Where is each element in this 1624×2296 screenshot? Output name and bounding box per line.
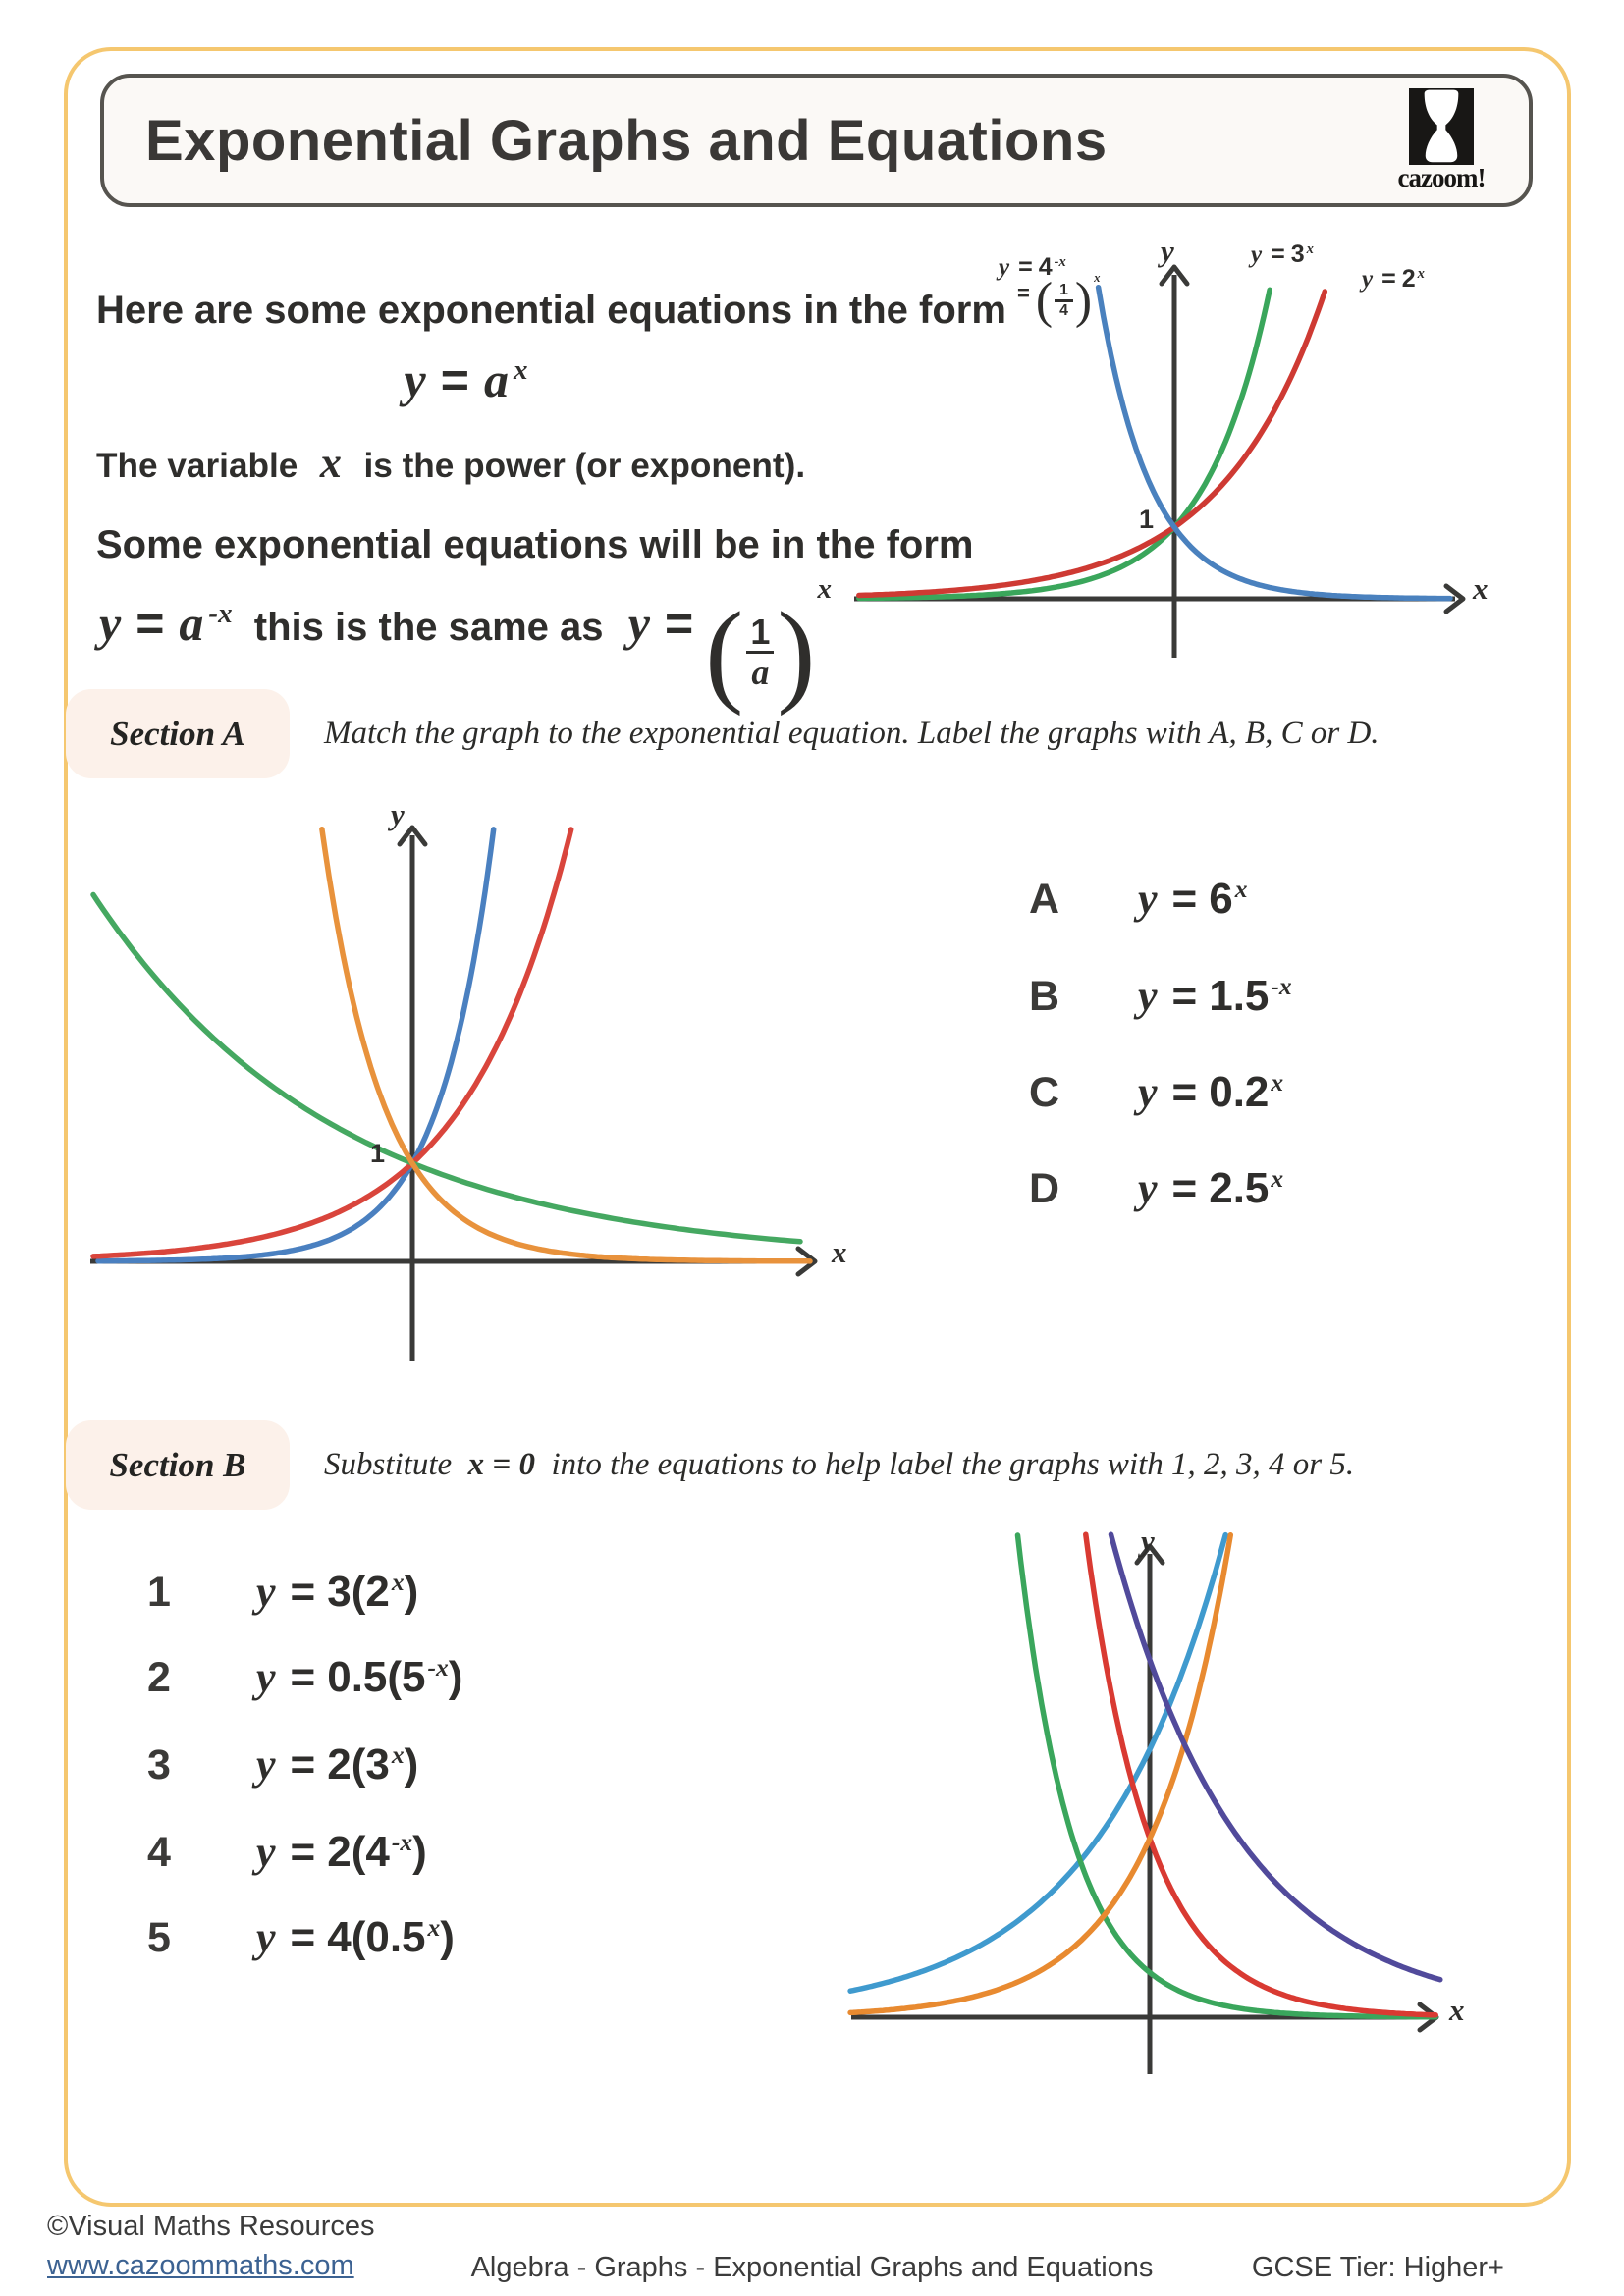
equation-row-a [1029,874,1247,924]
math-token: x [1271,1164,1284,1194]
math-token: y [1138,972,1158,1020]
section-a-label: Section A [110,714,245,753]
equation-key: C [1029,1069,1060,1116]
math-token: = [135,596,165,651]
math-token: ( [1035,273,1054,329]
math-token: 1 [370,1139,386,1168]
equation-row-1 [147,1567,418,1617]
math-token: = [290,1653,316,1701]
math-token: = [440,352,469,407]
math-token: = [1271,240,1285,268]
math-token: 4 [1038,253,1053,281]
x-axis-label [1449,1993,1465,2028]
equation-key: 3 [147,1741,171,1789]
math-token: ) [1074,273,1093,329]
math-token: y [1138,1164,1158,1212]
x-axis-label [832,1235,847,1270]
math-token: x [319,439,342,487]
math-token: ) [404,1740,419,1789]
math-token: y [256,1740,276,1789]
math-token: 3 [1290,240,1305,268]
math-token: y [999,254,1010,281]
equation-key: B [1029,973,1060,1020]
math-token: = [664,596,694,651]
equation-key: A [1029,876,1060,923]
intro-line-1: Here are some exponential equations in the form [96,289,1006,332]
math-token: = [1171,972,1198,1020]
equation-row-d [1029,1163,1283,1213]
equation-row-b [1029,971,1292,1021]
math-token: = [1017,281,1030,305]
equation-key: 2 [147,1654,171,1701]
section-b-graph [846,1520,1494,2109]
equation-math [1135,1163,1283,1213]
footer-website-link[interactable]: www.cazoommaths.com [47,2250,354,2281]
section-a-instruction: Match the graph to the exponential equation. Label the graphs with A, B, C or D. [324,716,1380,751]
math-token: ) [440,1913,455,1961]
math-token: x [832,1235,847,1269]
math-token: y [256,1568,276,1616]
math-token: $\frac{1}{4}$ [1055,283,1073,320]
math-token: 3(2 [327,1568,390,1616]
math-token: 6 [1209,875,1233,923]
math-token: x [1271,1068,1284,1097]
section-b-instruction [324,1420,1354,1510]
equation-key: 4 [147,1829,171,1876]
math-token: = [1381,265,1396,293]
unit-intercept-label [1139,505,1154,535]
equation-row-3 [147,1739,418,1789]
label-curve-4-neg-x [996,253,1066,282]
math-token: 2(4 [327,1828,390,1876]
math-token: 0.5(5 [327,1653,426,1701]
math-token: x [427,1913,441,1943]
y-axis-label [1161,234,1174,269]
equation-math [1135,874,1247,924]
math-token: a [483,352,509,407]
footer-tier: GCSE Tier: Higher+ [1251,2252,1504,2283]
equation-math [253,1567,418,1617]
intro-line-3: Some exponential equations will be in the form [96,523,974,566]
equation-key: 1 [147,1569,171,1616]
math-token: y [1161,234,1174,268]
equation-row-2 [147,1652,462,1702]
math-token: = [290,1913,316,1961]
intro-graph [846,224,1494,666]
header [100,74,1533,207]
intro-line-2 [96,438,805,488]
cazoom-logo-text: cazoom! [1397,163,1486,192]
math-token: x [1094,270,1101,285]
math-token: ) [448,1653,463,1701]
y-axis-label [1141,1523,1155,1559]
math-token: ) [412,1828,427,1876]
math-token: y [1141,1523,1155,1558]
math-token: x [1234,875,1248,904]
math-token: 4(0.5 [327,1913,426,1961]
math-token: = [290,1740,316,1789]
math-token: y [404,352,426,407]
equation-key: 5 [147,1914,171,1961]
footer-copyright: ©Visual Maths Resources [47,2211,375,2242]
math-token: y [1138,1068,1158,1116]
math-token: = [1171,875,1198,923]
math-token: -x [427,1653,449,1682]
math-token: ) [777,588,816,717]
math-token: y [99,596,122,651]
math-token: 1.5 [1209,972,1270,1020]
math-token: y [1362,266,1374,293]
math-token: x [1417,266,1425,283]
math-token: -x [1271,972,1292,1001]
equation-math [253,1739,418,1789]
label-curve-2-x [1359,265,1425,294]
section-a-graph [71,783,866,1382]
math-token: = [1171,1164,1198,1212]
equation-math [1135,1067,1283,1117]
math-token: = [1171,1068,1198,1116]
math-token: = [290,1568,316,1616]
math-token: y [256,1653,276,1701]
math-token: y [627,596,650,651]
math-token: x [1473,571,1489,606]
djembe-drum-icon [1409,88,1474,165]
unit-intercept-label [370,1139,385,1169]
math-token: = [1018,253,1033,281]
curve-orange-2x3-x [850,1535,1230,2013]
math-token: x [817,572,832,605]
math-token: $\frac{1}{a}$ [745,614,775,693]
math-token: 0.2 [1209,1068,1270,1116]
curve-orange-0p2-x [322,829,810,1261]
footer-topic: Algebra - Graphs - Exponential Graphs and Equations [470,2252,1154,2283]
math-token: x [391,1568,405,1597]
math-token: x [513,354,528,387]
math-token: 2(3 [327,1740,390,1789]
math-token: x [1449,1993,1465,2027]
page-title: Exponential Graphs and Equations [145,108,1108,173]
math-token: The variable [96,447,317,485]
equation-row-c [1029,1067,1283,1117]
section-a-header [66,689,290,778]
math-token: = [290,1828,316,1876]
curve-cyan-3x2-x [850,1535,1225,1992]
equation-math [253,1912,455,1962]
math-token: y [1251,241,1263,268]
label-curve-3-x [1248,240,1314,269]
math-token: -x [391,1828,413,1857]
math-token: is the power (or exponent). [344,447,806,485]
label-curve-quarter-x [1011,270,1101,329]
math-token: x [1306,241,1314,258]
y = 2^x [859,292,1326,596]
math-token: a [179,596,204,651]
intro-equation-y-a-x [96,351,833,408]
equation-row-4 [147,1827,427,1877]
y-axis-label [391,797,405,832]
y = 3^x [859,290,1270,598]
math-token: x [391,1740,405,1770]
math-token: y [256,1828,276,1876]
math-token: x = 0 [467,1447,535,1482]
math-token: -x [1054,254,1066,271]
equation-row-5 [147,1912,455,1962]
math-token: ) [404,1568,419,1616]
equation-key: D [1029,1165,1060,1212]
math-token: 2 [1401,265,1416,293]
math-token: into the equations to help label the graphs with 1, 2, 3, 4 or 5. [534,1447,1355,1482]
equation-math [253,1652,462,1702]
equation-math [1135,971,1292,1021]
math-token: Substitute [324,1447,468,1482]
cazoom-logo [1409,88,1474,165]
section-b-header [66,1420,290,1510]
section-b-label: Section B [109,1445,246,1484]
equation-math [253,1827,427,1877]
math-token: this is the same as [232,606,625,649]
math-token: 2.5 [1209,1164,1270,1212]
math-token: y [256,1913,276,1961]
math-token: -x [208,598,233,630]
math-token: y [1138,875,1158,923]
math-token: y [391,797,405,831]
math-token: ( [705,588,744,717]
x-axis-label [1473,571,1489,607]
math-token: 1 [1139,505,1155,534]
curve-purple-4x0p5-x [1111,1534,1440,1980]
